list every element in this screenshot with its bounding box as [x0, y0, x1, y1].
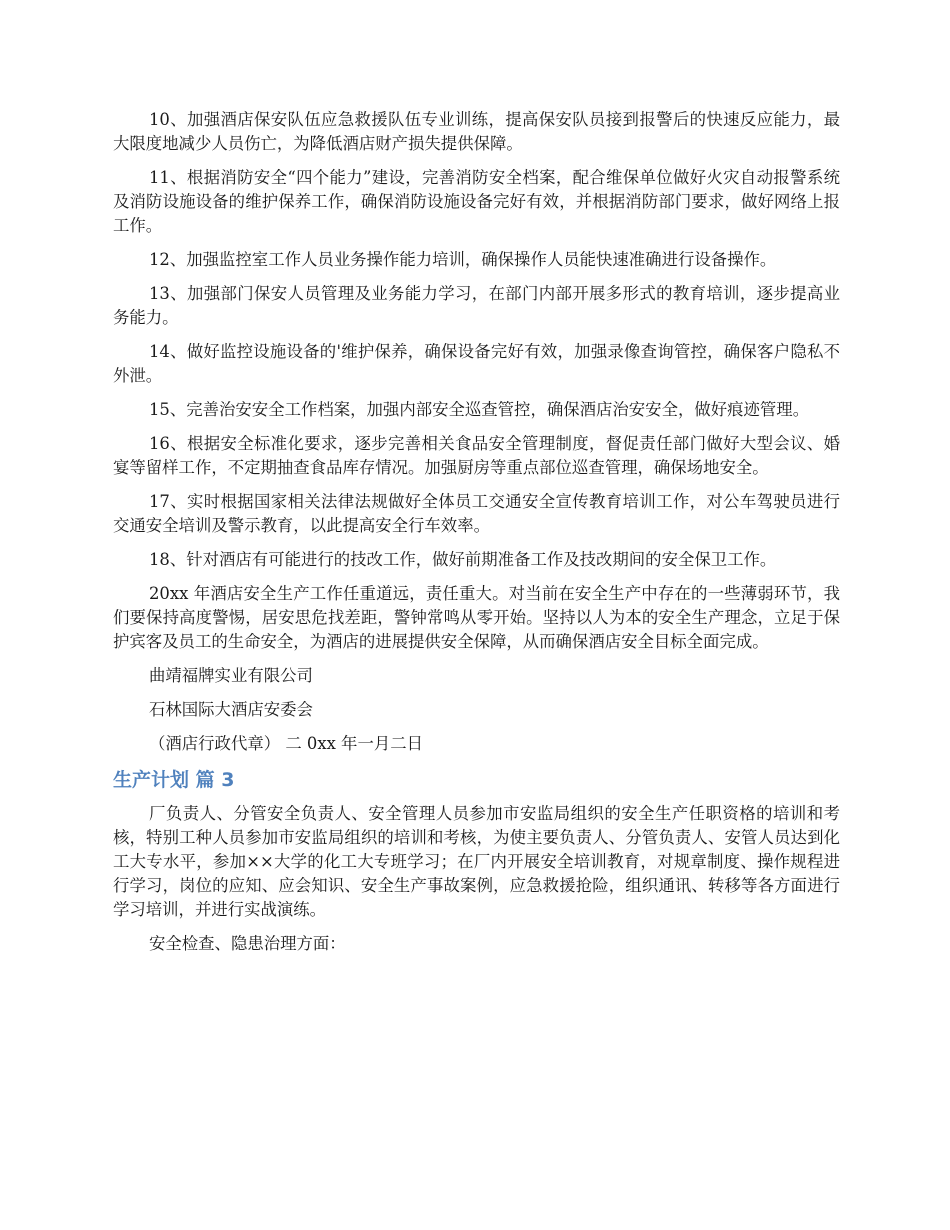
paragraph-summary: 20xx 年酒店安全生产工作任重道远，责任重大。对当前在安全生产中存在的一些薄弱环节，我们要保持高度警惕，居安思危找差距，警钟常鸣从零开始。坚持以人为本的安全生产理念，立足于保护宾客及员工的生命安全，为酒店的进展提供安全保障，从而确保酒店安全目标全面完成。: [113, 584, 840, 651]
signature-company: 曲靖福牌实业有限公司: [149, 666, 313, 685]
paragraph-item-15: 15、完善治安安全工作档案，加强内部安全巡查管控，确保酒店治安安全，做好痕迹管理。: [149, 400, 810, 419]
document-page: [113, 108, 840, 966]
paragraph-item-18: 18、针对酒店有可能进行的技改工作，做好前期准备工作及技改期间的安全保卫工作。: [149, 550, 777, 569]
paragraph-training: 厂负责人、分管安全负责人、安全管理人员参加市安监局组织的安全生产任职资格的培训和考核，特别工种人员参加市安监局组织的培训和考核，为使主要负责人、分管负责人、安管人员达到化工大专水平，参加××大学的化工大专班学习；在厂内开展安全培训教育，对规章制度、操作规程进行学习，岗位的应知、应会知识、安全生产事故案例，应急救援抢险，组织通讯、转移等各方面进行学习培训，并进行实战演练。: [113, 804, 840, 919]
paragraph-item-10: 10、加强酒店保安队伍应急救援队伍专业训练，提高保安队员接到报警后的快速反应能力，最大限度地减少人员伤亡，为降低酒店财产损失提供保障。: [113, 110, 840, 153]
paragraph-item-13: 13、加强部门保安人员管理及业务能力学习，在部门内部开展多形式的教育培训，逐步提高业务能力。: [113, 284, 840, 327]
section-heading: 生产计划 篇 3: [113, 769, 235, 791]
paragraph-inspection: 安全检查、隐患治理方面：: [149, 934, 346, 953]
signature-date: （酒店行政代章） 二 0xx 年一月二日: [149, 734, 424, 753]
signature-committee: 石林国际大酒店安委会: [149, 700, 313, 719]
paragraph-item-17: 17、实时根据国家相关法律法规做好全体员工交通安全宣传教育培训工作，对公车驾驶员进行交通安全培训及警示教育，以此提高安全行车效率。: [113, 492, 840, 535]
paragraph-item-11: 11、根据消防安全“四个能力”建设，完善消防安全档案，配合维保单位做好火灾自动报警系统及消防设施设备的维护保养工作，确保消防设施设备完好有效，并根据消防部门要求，做好网络上报工作。: [113, 168, 840, 235]
paragraph-item-14: 14、做好监控设施设备的'维护保养，确保设备完好有效，加强录像查询管控，确保客户隐私不外泄。: [113, 342, 840, 385]
paragraph-item-12: 12、加强监控室工作人员业务操作能力培训，确保操作人员能快速准确进行设备操作。: [149, 250, 777, 269]
paragraph-item-16: 16、根据安全标准化要求，逐步完善相关食品安全管理制度，督促责任部门做好大型会议、婚宴等留样工作，不定期抽查食品库存情况。加强厨房等重点部位巡查管理，确保场地安全。: [113, 434, 840, 477]
